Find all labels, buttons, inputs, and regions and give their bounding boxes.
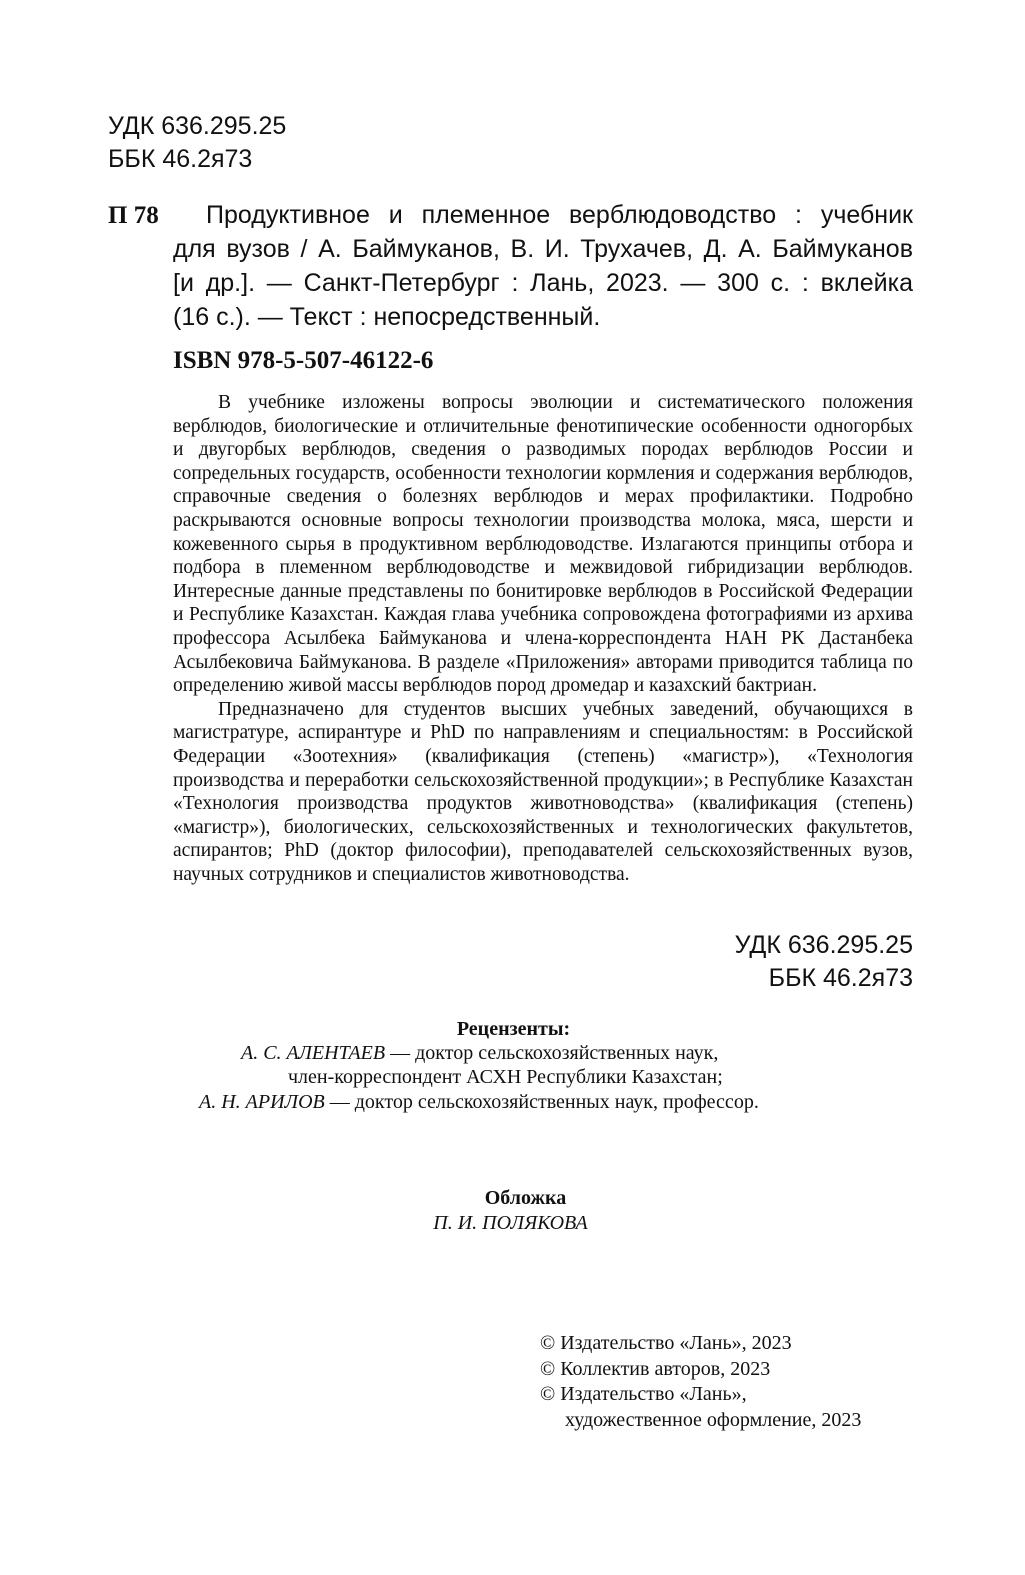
reviewer-1-position: член-корреспондент АСХН Республики Казахстан; <box>288 1066 723 1088</box>
reviewer-1 <box>241 1041 718 1065</box>
bbk-code-bottom: ББК 46.2я73 <box>768 964 913 992</box>
reviewers-title: Рецензенты: <box>456 1018 571 1040</box>
author-mark: П 78 <box>108 202 159 229</box>
copyright-line: © Коллектив авторов, 2023 <box>540 1357 771 1380</box>
classification-codes-bottom <box>735 929 913 995</box>
annotation-paragraph-1: В учебнике изложены вопросы эволюции и систематического положения верблюдов, биологические и отличительные фенотипические особенности одногорбых и двугорбых верблюдов, сведения о разводимых породах верблюдов России и сопредельных государств, особенности технологии кормления и содержания верблюдов, справочные сведения о болезнях верблюдов и мерах профилактики. Подробно раскрываются основные вопросы технологии производства молока, мяса, шерсти и кожевенного сырья в продуктивном верблюдоводстве. Излагаются принципы отбора и подбора в племенном верблюдоводстве и межвидовой гибридизации верблюдов. Интересные данные представлены по бонитировке верблюдов в Российской Федерации и Республике Казахстан. Каждая глава учебника сопровождена фотографиями из архива профессора Асылбека Баймуканова и члена-корреспондента НАН РК Дастанбека Асылбековича Баймуканова. В разделе «Приложения» авторами приводится таблица по определению живой массы верблюдов пород дромедар и казахский бактриан. <box>173 392 913 697</box>
copyright-line: художественное оформление, 2023 <box>565 1408 862 1431</box>
classification-codes-top <box>108 110 286 176</box>
bbk-code: ББК 46.2я73 <box>108 145 253 173</box>
entry-line-1: Продуктивное и племенное верблюдоводство : учебник <box>206 201 913 229</box>
copyright-line: © Издательство «Лань», <box>540 1383 747 1405</box>
annotation <box>173 391 913 886</box>
copyright-line: © Издательство «Лань», 2023 <box>540 1332 792 1354</box>
cover-credit <box>108 1186 913 1236</box>
udk-code: УДК 636.295.25 <box>108 112 287 140</box>
reviewer-1-name: А. С. АЛЕНТАЕВ <box>241 1042 386 1064</box>
reviewer-1-description: — доктор сельскохозяйственных наук, <box>385 1042 719 1064</box>
cover-title: Обложка <box>484 1187 567 1209</box>
cover-designer: П. И. ПОЛЯКОВА <box>433 1212 588 1234</box>
annotation-paragraph-2: Предназначено для студентов высших учебных заведений, обучающихся в магистратуре, аспирантуре и PhD по направлениям и специальностям: в Российской Федерации «Зоотехния» (квалификация (степень) «магистр»), «Технология производства и переработки сельскохозяйственной продукции»; в Республике Казахстан «Технология производства продуктов животноводства» (квалификация (степень) «магистр»), биологических, сельскохозяйственных и технологических факультетов, аспирантов; PhD (доктор философии), преподавателей сельскохозяйственных вузов, научных сотрудников и специалистов животноводства. <box>173 698 913 885</box>
entry-line-4: (16 с.). — Текст : непосредственный. <box>173 303 601 331</box>
isbn: ISBN 978-5-507-46122-6 <box>173 347 434 374</box>
reviewers-block <box>108 1017 913 1127</box>
copyright-block <box>540 1331 861 1433</box>
entry-line-2: для вузов / А. Баймуканов, В. И. Трухачев, Д. А. Баймуканов <box>173 235 913 263</box>
udk-code-bottom: УДК 636.295.25 <box>734 931 913 959</box>
entry-line-3: [и др.]. — Санкт-Петербург : Лань, 2023. — 300 с. : вклейка <box>173 269 913 297</box>
reviewer-2-name: А. Н. АРИЛОВ <box>199 1091 325 1113</box>
reviewer-2 <box>199 1090 759 1114</box>
reviewer-2-description: — доктор сельскохозяйственных наук, профессор. <box>324 1091 759 1113</box>
